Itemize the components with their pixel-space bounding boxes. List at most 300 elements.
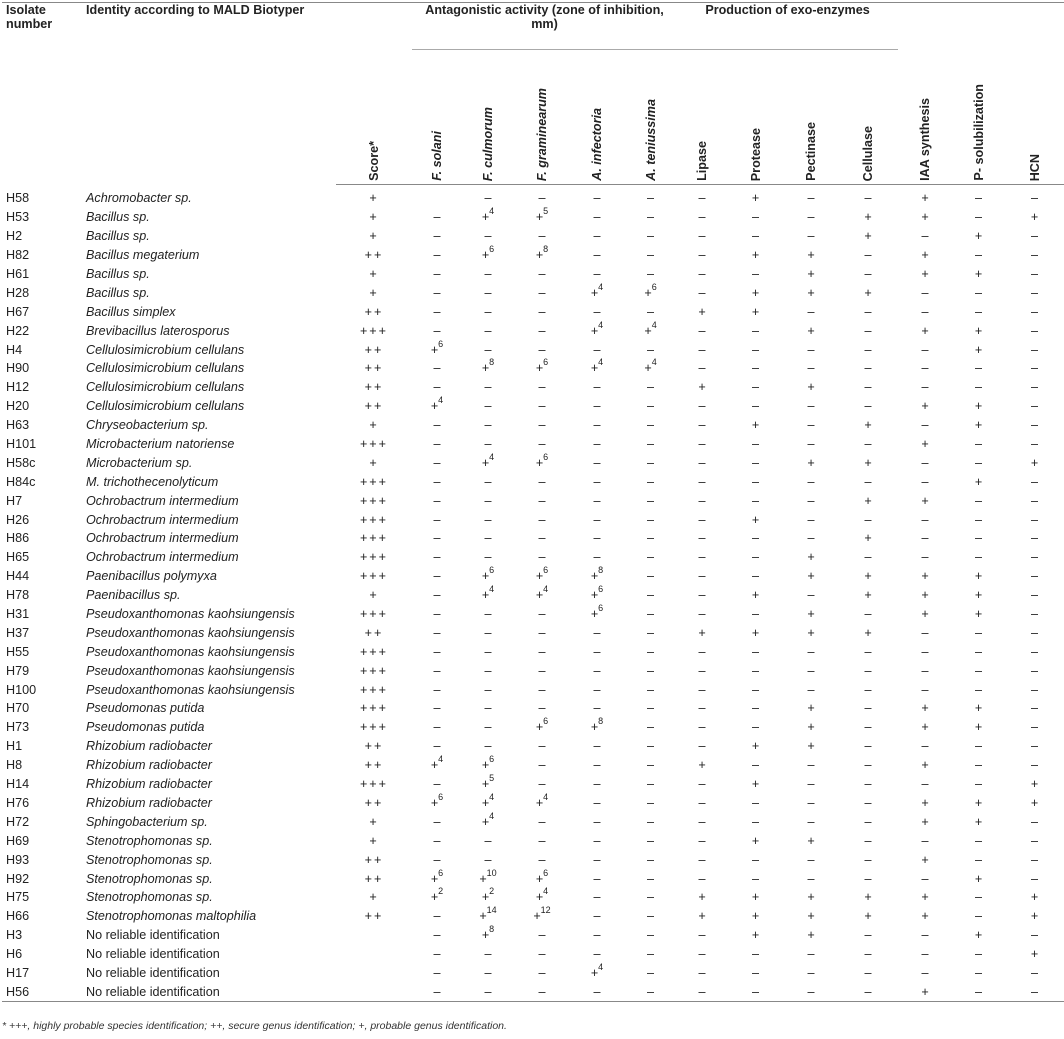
pec-cell: – — [807, 342, 815, 357]
ps-cell: – — [975, 965, 983, 980]
at-cell: – — [647, 380, 655, 395]
pro-cell: – — [752, 323, 760, 338]
cel-cell: + — [864, 418, 872, 433]
fc-cell: – — [484, 531, 492, 546]
at-cell: – — [647, 758, 655, 773]
lip-cell: – — [698, 833, 706, 848]
fc-cell: +$^{14}$ — [479, 905, 497, 924]
at-cell: – — [647, 852, 655, 867]
identity-cell: Paenibacillus polymyxa — [86, 569, 217, 584]
cel-cell: + — [864, 285, 872, 300]
pro-cell: + — [751, 739, 760, 754]
ps-cell: + — [974, 323, 983, 338]
cel-cell: – — [864, 361, 872, 376]
at-cell: – — [647, 569, 655, 584]
at-cell: – — [647, 437, 655, 452]
pro-cell: – — [752, 380, 760, 395]
ps-cell: – — [975, 304, 983, 319]
fg-cell: – — [538, 814, 546, 829]
fg-cell: +$^4$ — [535, 886, 549, 905]
iaa-cell: + — [921, 607, 929, 622]
fg-cell: +$^{12}$ — [533, 905, 551, 924]
iaa-cell: + — [921, 437, 929, 452]
isolate-cell: H26 — [6, 512, 30, 527]
identity-cell: Pseudoxanthomonas kaohsiungensis — [86, 663, 295, 678]
ai-cell: – — [593, 304, 601, 319]
score-cell: ++ — [364, 304, 384, 319]
fg-cell: – — [538, 399, 546, 414]
at-cell: – — [647, 644, 655, 659]
fs-cell: +$^6$ — [430, 791, 444, 810]
fs-cell: – — [433, 607, 441, 622]
header-iaa-synthesis: IAA synthesis — [898, 50, 952, 185]
at-cell: – — [647, 474, 655, 489]
fs-cell: – — [433, 512, 441, 527]
table-row — [2, 831, 1064, 850]
ai-cell: +$^4$ — [590, 319, 604, 338]
pec-cell: + — [807, 323, 815, 338]
ps-cell: – — [975, 210, 983, 225]
hcn-cell: + — [1030, 947, 1039, 962]
hcn-cell: + — [1030, 909, 1039, 924]
at-cell: – — [647, 814, 655, 829]
table-row — [2, 246, 1064, 265]
ai-cell: – — [593, 644, 601, 659]
cel-cell: – — [864, 550, 872, 565]
lip-cell: – — [698, 777, 706, 792]
cel-cell: – — [864, 965, 872, 980]
score-cell — [336, 964, 412, 983]
ps-cell: + — [974, 871, 983, 886]
pec-cell: + — [807, 720, 815, 735]
score-cell: +++ — [359, 512, 389, 527]
score-cell: ++ — [364, 361, 384, 376]
isolate-cell: H65 — [6, 550, 30, 565]
pro-cell: – — [752, 701, 760, 716]
isolate-cell: H22 — [6, 323, 30, 338]
ps-cell: + — [974, 928, 983, 943]
ai-cell: – — [593, 795, 601, 810]
identity-cell: Pseudomonas putida — [86, 720, 205, 735]
isolate-cell: H75 — [6, 890, 30, 905]
fg-cell: – — [538, 474, 546, 489]
isolate-cell: H20 — [6, 399, 30, 414]
table-row — [2, 185, 1064, 208]
score-cell: + — [369, 191, 379, 206]
fs-cell: – — [433, 550, 441, 565]
cel-cell: – — [864, 342, 872, 357]
fc-cell: – — [484, 947, 492, 962]
at-cell: – — [647, 607, 655, 622]
isolate-cell: H72 — [6, 814, 30, 829]
fc-cell: – — [484, 323, 492, 338]
pro-cell: – — [752, 965, 760, 980]
fs-cell — [412, 185, 462, 208]
ps-cell: – — [975, 493, 983, 508]
table-row — [2, 529, 1064, 548]
score-cell: +++ — [359, 493, 389, 508]
at-cell: – — [647, 493, 655, 508]
pro-cell: + — [751, 248, 760, 263]
hcn-cell: + — [1030, 777, 1039, 792]
isolate-cell: H44 — [6, 569, 30, 584]
iaa-cell: – — [921, 285, 929, 300]
iaa-cell: + — [921, 852, 929, 867]
ai-cell: – — [593, 418, 601, 433]
cel-cell: + — [864, 455, 872, 470]
isolate-cell: H6 — [6, 947, 23, 962]
lip-cell: – — [698, 965, 706, 980]
isolate-cell: H58c — [6, 455, 36, 470]
ai-cell: – — [593, 531, 601, 546]
pec-cell: – — [807, 304, 815, 319]
ai-cell: +$^4$ — [590, 357, 604, 376]
isolate-cell: H93 — [6, 852, 30, 867]
iaa-cell: + — [921, 267, 929, 281]
pro-cell: – — [752, 229, 760, 244]
lip-cell: – — [698, 739, 706, 754]
ai-cell: – — [570, 982, 624, 1001]
lip-cell: – — [698, 323, 706, 338]
lip-cell: + — [698, 909, 706, 924]
pro-cell: + — [751, 777, 760, 792]
table-row — [2, 623, 1064, 642]
at-cell: – — [647, 795, 655, 810]
cel-cell: – — [864, 512, 872, 527]
identity-cell: Brevibacillus laterosporus — [86, 323, 230, 338]
lip-cell: – — [698, 418, 706, 433]
table-row — [2, 567, 1064, 586]
pro-cell: – — [752, 531, 760, 546]
table-row — [2, 642, 1064, 661]
pro-cell: – — [752, 947, 760, 962]
fg-cell: – — [538, 418, 546, 433]
lip-cell: + — [698, 890, 706, 905]
pec-cell: + — [807, 909, 815, 924]
ai-cell: – — [593, 550, 601, 565]
fs-cell: – — [433, 833, 441, 848]
at-cell: – — [647, 909, 655, 924]
cel-cell: – — [864, 323, 872, 338]
fs-cell: +$^6$ — [430, 867, 444, 886]
fg-cell: – — [538, 777, 546, 792]
hcn-cell: – — [1031, 474, 1039, 489]
iaa-cell: + — [921, 399, 929, 414]
fg-cell: – — [538, 229, 546, 244]
lip-cell: – — [698, 191, 706, 206]
ai-cell: – — [593, 474, 601, 489]
identity-cell: Bacillus simplex — [86, 304, 176, 319]
isolate-cell: H3 — [6, 928, 23, 943]
isolate-cell: H70 — [6, 701, 30, 716]
pro-cell: – — [752, 607, 760, 622]
fs-cell: – — [433, 418, 441, 433]
lip-cell: – — [698, 361, 706, 376]
pro-cell: – — [752, 852, 760, 867]
ps-cell: + — [974, 720, 983, 735]
pec-cell: – — [807, 758, 815, 773]
fc-cell: – — [484, 682, 492, 697]
cel-cell: – — [864, 682, 872, 697]
lip-cell: + — [698, 380, 706, 395]
ps-cell: – — [975, 625, 983, 640]
fs-cell: – — [433, 285, 441, 300]
hcn-cell: – — [1031, 361, 1039, 376]
lip-cell: – — [698, 644, 706, 659]
pec-cell: – — [807, 777, 815, 792]
iaa-cell: – — [921, 928, 929, 943]
hcn-cell: – — [1031, 569, 1039, 584]
fg-cell: – — [538, 663, 546, 678]
lip-cell: – — [698, 531, 706, 546]
lip-cell: – — [698, 569, 706, 584]
score-cell: +++ — [359, 701, 389, 716]
hcn-cell: – — [1031, 493, 1039, 508]
table-row — [2, 491, 1064, 510]
table-row — [2, 321, 1064, 340]
hcn-cell: – — [1031, 588, 1039, 603]
lip-cell: – — [698, 720, 706, 735]
cel-cell: – — [864, 248, 872, 263]
hcn-cell: – — [1031, 625, 1039, 640]
fs-cell: – — [433, 625, 441, 640]
fc-cell: – — [484, 267, 492, 281]
ps-cell: – — [975, 833, 983, 848]
pec-cell: – — [807, 663, 815, 678]
at-cell: – — [647, 210, 655, 225]
hcn-cell: – — [1031, 739, 1039, 754]
table-row — [2, 794, 1064, 813]
at-cell: – — [647, 267, 655, 281]
score-cell: + — [369, 267, 379, 281]
ai-cell: +$^4$ — [590, 961, 604, 980]
iaa-cell: – — [921, 777, 929, 792]
cel-cell: – — [864, 739, 872, 754]
ai-cell: – — [593, 777, 601, 792]
score-cell: + — [369, 285, 379, 300]
lip-cell: – — [698, 342, 706, 357]
score-cell: + — [369, 210, 379, 225]
fs-cell: +$^4$ — [430, 754, 444, 773]
at-cell: – — [647, 588, 655, 603]
identity-cell: Rhizobium radiobacter — [86, 758, 212, 773]
score-cell: + — [369, 418, 379, 433]
fg-cell: +$^4$ — [535, 791, 549, 810]
header-a-infectoria: A. infectoria — [570, 50, 624, 185]
lip-cell: – — [698, 512, 706, 527]
ai-cell: +$^4$ — [590, 281, 604, 300]
fg-cell: +$^6$ — [535, 565, 549, 584]
isolate-cell: H1 — [6, 739, 23, 754]
ai-cell: – — [593, 493, 601, 508]
fc-cell: +$^4$ — [481, 584, 495, 603]
fs-cell: – — [433, 267, 441, 281]
iaa-cell: + — [921, 588, 929, 603]
ps-cell: + — [974, 814, 983, 829]
table-row — [2, 435, 1064, 454]
pro-cell: – — [752, 474, 760, 489]
ai-cell: – — [593, 380, 601, 395]
ps-cell: – — [975, 644, 983, 659]
at-cell: – — [647, 512, 655, 527]
lip-cell: – — [698, 474, 706, 489]
fc-cell: – — [484, 625, 492, 640]
ps-cell: + — [974, 399, 983, 414]
table-row — [2, 397, 1064, 416]
at-cell: – — [647, 833, 655, 848]
score-cell: +++ — [359, 682, 389, 697]
header-a-teniussima: A. teniussima — [624, 50, 677, 185]
identity-cell: Microbacterium natoriense — [86, 437, 235, 452]
pec-cell: – — [807, 871, 815, 886]
lip-cell: – — [698, 701, 706, 716]
table-row — [2, 699, 1064, 718]
iaa-cell: – — [921, 833, 929, 848]
table-row — [2, 982, 1064, 1001]
iaa-cell: – — [921, 380, 929, 395]
fc-cell: – — [484, 607, 492, 622]
fg-cell: – — [538, 682, 546, 697]
ps-cell: – — [975, 739, 983, 754]
cel-cell: – — [864, 928, 872, 943]
lip-cell: – — [698, 455, 706, 470]
isolate-cell: H66 — [6, 909, 30, 924]
fc-cell: – — [484, 720, 492, 735]
hcn-cell: – — [1031, 701, 1039, 716]
table-row — [2, 661, 1064, 680]
pec-cell: – — [807, 399, 815, 414]
pro-cell: + — [751, 304, 760, 319]
lip-cell: – — [698, 852, 706, 867]
fs-cell: – — [433, 323, 441, 338]
score-cell: + — [369, 588, 379, 603]
pec-cell: + — [807, 739, 815, 754]
iaa-cell: – — [921, 947, 929, 962]
at-cell: – — [647, 720, 655, 735]
score-cell: ++ — [364, 871, 384, 886]
hcn-cell: – — [1031, 607, 1039, 622]
cel-cell: – — [864, 814, 872, 829]
fc-cell: +$^8$ — [481, 357, 495, 376]
ai-cell: – — [593, 512, 601, 527]
fc-cell: – — [484, 701, 492, 716]
fg-cell: – — [538, 380, 546, 395]
cel-cell: – — [864, 191, 872, 206]
identity-cell: No reliable identification — [82, 982, 336, 1001]
pro-cell: – — [752, 361, 760, 376]
lip-cell: – — [698, 682, 706, 697]
at-cell: – — [647, 777, 655, 792]
fc-cell: +$^6$ — [481, 754, 495, 773]
iaa-cell: – — [921, 739, 929, 754]
pec-cell: – — [807, 418, 815, 433]
iaa-cell: + — [921, 890, 929, 905]
fc-cell: +$^{10}$ — [479, 867, 497, 886]
score-cell — [336, 926, 412, 945]
pec-cell: + — [807, 455, 815, 470]
cel-cell: + — [864, 229, 872, 244]
lip-cell: – — [698, 399, 706, 414]
cel-cell: – — [864, 607, 872, 622]
isolate-cell: H63 — [6, 418, 30, 433]
pro-cell: + — [751, 512, 760, 527]
score-cell: + — [369, 814, 379, 829]
identity-cell: Pseudoxanthomonas kaohsiungensis — [86, 607, 295, 622]
fs-cell: – — [433, 814, 441, 829]
iaa-cell: + — [921, 758, 929, 773]
lip-cell: – — [698, 550, 706, 565]
ps-cell: – — [975, 947, 983, 962]
at-cell: +$^6$ — [644, 281, 657, 300]
fs-cell: – — [433, 852, 441, 867]
at-cell: – — [647, 701, 655, 716]
identity-cell: Bacillus sp. — [86, 285, 150, 300]
table-row — [2, 926, 1064, 945]
identity-cell: Paenibacillus sp. — [86, 588, 181, 603]
lip-cell: – — [698, 437, 706, 452]
isolate-cell: H17 — [6, 965, 30, 980]
pro-cell: + — [751, 191, 760, 206]
ps-cell: – — [975, 663, 983, 678]
ps-cell: – — [975, 437, 983, 452]
hcn-cell: – — [1031, 833, 1039, 848]
at-cell: – — [647, 682, 655, 697]
hcn-cell: – — [1031, 380, 1039, 395]
fs-cell: – — [433, 229, 441, 244]
fg-cell: +$^5$ — [535, 206, 549, 225]
ai-cell: – — [593, 191, 601, 206]
isolate-cell: H92 — [6, 871, 30, 886]
identity-cell: Bacillus megaterium — [86, 248, 200, 263]
fs-cell: – — [433, 663, 441, 678]
fc-cell: – — [462, 982, 514, 1001]
pro-cell: + — [751, 928, 760, 943]
cel-cell: – — [864, 644, 872, 659]
fs-cell: – — [433, 644, 441, 659]
ai-cell: – — [593, 455, 601, 470]
hcn-cell: – — [1031, 871, 1039, 886]
at-cell: – — [647, 947, 655, 962]
pro-cell: – — [752, 437, 760, 452]
score-cell: ++ — [364, 248, 384, 263]
fc-cell: – — [484, 380, 492, 395]
ai-cell: – — [593, 248, 601, 263]
fg-cell: – — [538, 607, 546, 622]
ps-cell: + — [974, 795, 983, 810]
pro-cell: – — [752, 342, 760, 357]
identity-cell: Cellulosimicrobium cellulans — [86, 361, 245, 376]
iaa-cell: – — [921, 531, 929, 546]
ps-cell: – — [975, 550, 983, 565]
score-cell: +++ — [359, 663, 389, 678]
fg-cell: – — [538, 833, 546, 848]
ai-cell: +$^6$ — [590, 584, 604, 603]
pro-cell: – — [752, 720, 760, 735]
pro-cell: + — [751, 588, 760, 603]
cel-cell: + — [864, 588, 872, 603]
table-row — [2, 416, 1064, 435]
fc-cell: – — [484, 399, 492, 414]
table-row — [2, 605, 1064, 624]
hcn-cell: – — [1031, 229, 1039, 244]
ai-cell: – — [593, 342, 601, 357]
score-cell: ++ — [364, 342, 384, 357]
at-cell: – — [647, 890, 655, 905]
identity-cell: Rhizobium radiobacter — [86, 795, 212, 810]
isolate-cell: H7 — [6, 493, 23, 508]
fg-cell: +$^6$ — [535, 451, 549, 470]
table-row — [2, 453, 1064, 472]
